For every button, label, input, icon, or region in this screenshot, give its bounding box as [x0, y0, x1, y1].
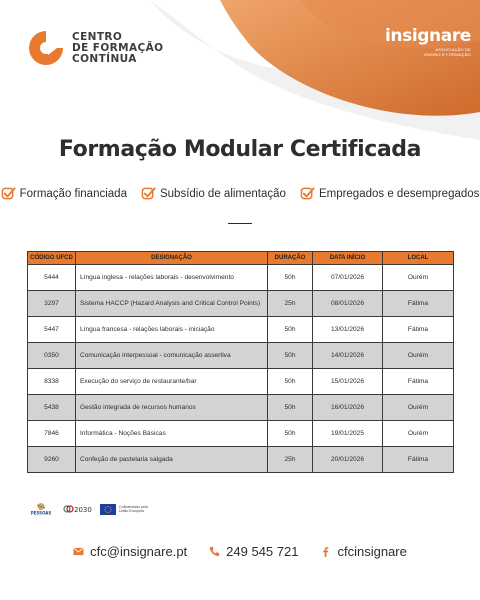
benefit-label: Subsídio de alimentação — [159, 187, 286, 200]
contact-bar — [0, 544, 480, 559]
cell-location: Ourém — [383, 343, 454, 369]
logo-mark-icon — [26, 28, 66, 68]
cell-start-date: 07/01/2026 — [313, 265, 383, 291]
portugal-2030-logo — [62, 502, 92, 516]
cell-duration: 50h — [268, 369, 313, 395]
cell-code: 8338 — [28, 369, 76, 395]
cell-designation: Execução do serviço de restaurante/bar — [76, 369, 268, 395]
brand-name: insignare — [385, 26, 471, 46]
logo-line: CONTÍNUA — [72, 52, 137, 65]
cell-location: Fátima — [383, 317, 454, 343]
cell-code: 5438 — [28, 395, 76, 421]
portugal-year: 2030 — [74, 506, 92, 514]
cell-duration: 50h — [268, 317, 313, 343]
benefits-list — [0, 186, 480, 201]
table-row — [28, 369, 454, 395]
cell-location: Ourém — [383, 421, 454, 447]
page-title: Formação Modular Certificada — [58, 137, 422, 162]
pessoas-2030-logo — [28, 502, 54, 516]
column-header: DATA INÍCIO — [313, 252, 383, 265]
cell-duration: 50h — [268, 343, 313, 369]
brand-subtitle — [385, 47, 471, 57]
cell-designation: Comunicação interpessoal - comunicação assertiva — [76, 343, 268, 369]
cell-designation: Língua francesa - relações laborais - iniciação — [76, 317, 268, 343]
cell-code: 7846 — [28, 421, 76, 447]
facebook-text[interactable]: cfcinsignare — [337, 544, 407, 559]
cell-designation: Informática - Noções Básicas — [76, 421, 268, 447]
table-row — [28, 395, 454, 421]
eu-text-line: Cofinanciado pela — [119, 505, 148, 509]
table-header-row — [28, 252, 454, 265]
cell-start-date: 15/01/2026 — [313, 369, 383, 395]
brand-sub-line: ASSOCIAÇÃO DE — [435, 47, 471, 52]
benefit-item — [141, 186, 286, 201]
eu-cofinanced-logo — [100, 504, 148, 515]
column-header: CÓDIGO UFCD — [28, 252, 76, 265]
cell-designation: Sistema HACCP (Hazard Analysis and Critical Control Points) — [76, 291, 268, 317]
course-table — [27, 251, 454, 473]
mail-icon — [73, 546, 84, 557]
cell-start-date: 13/01/2026 — [313, 317, 383, 343]
column-header: DURAÇÃO — [268, 252, 313, 265]
phone-text[interactable]: 249 545 721 — [226, 544, 299, 559]
benefit-item — [300, 186, 479, 201]
cell-start-date: 08/01/2026 — [313, 291, 383, 317]
cell-duration: 50h — [268, 421, 313, 447]
column-header: DESIGNAÇÃO — [76, 252, 268, 265]
cell-designation: Gestão integrada de recursos humanos — [76, 395, 268, 421]
cell-location: Fátima — [383, 291, 454, 317]
cell-location: Fátima — [383, 447, 454, 473]
cell-code: 3297 — [28, 291, 76, 317]
cell-location: Ourém — [383, 395, 454, 421]
eu-flag-icon — [100, 504, 116, 515]
table-row — [28, 317, 454, 343]
cell-code: 5447 — [28, 317, 76, 343]
cell-duration: 50h — [268, 395, 313, 421]
benefit-item — [1, 186, 127, 201]
divider — [228, 223, 252, 224]
contact-email[interactable] — [73, 544, 187, 559]
cell-location: Fátima — [383, 369, 454, 395]
email-text[interactable]: cfc@insignare.pt — [90, 544, 188, 559]
funder-logos — [28, 502, 148, 516]
cell-start-date: 14/01/2026 — [313, 343, 383, 369]
cell-code: 5444 — [28, 265, 76, 291]
cell-duration: 25h — [268, 291, 313, 317]
cell-duration: 25h — [268, 447, 313, 473]
contact-facebook[interactable] — [320, 544, 406, 559]
pessoas-label: PESSOAS — [30, 510, 52, 516]
brand-sub-line: ENSINO E FORMAÇÃO — [424, 52, 471, 57]
eu-text-line: União Europeia — [119, 509, 144, 513]
cell-code: 9260 — [28, 447, 76, 473]
header-swoosh-graphic — [0, 0, 480, 140]
facebook-icon — [320, 546, 331, 557]
check-icon — [300, 186, 315, 201]
logo-line: DE FORMAÇÃO — [72, 41, 164, 54]
cell-start-date: 19/01/2025 — [313, 421, 383, 447]
check-icon — [141, 186, 156, 201]
check-icon — [1, 186, 16, 201]
table-row — [28, 265, 454, 291]
table-row — [28, 291, 454, 317]
logo-line: CENTRO — [72, 30, 123, 43]
cell-start-date: 16/01/2026 — [313, 395, 383, 421]
table-row — [28, 343, 454, 369]
contact-phone[interactable] — [209, 544, 298, 559]
table-row — [28, 421, 454, 447]
table-row — [28, 447, 454, 473]
phone-icon — [209, 546, 220, 557]
cfc-logo — [26, 28, 163, 68]
benefit-label: Formação financiada — [19, 187, 127, 200]
cell-duration: 50h — [268, 265, 313, 291]
benefit-label: Empregados e desempregados — [318, 187, 480, 200]
cell-designation: Língua inglesa - relações laborais - desenvolvimento — [76, 265, 268, 291]
cell-code: 0350 — [28, 343, 76, 369]
cell-start-date: 20/01/2026 — [313, 447, 383, 473]
cell-location: Ourém — [383, 265, 454, 291]
cell-designation: Confeção de pastelaria salgada — [76, 447, 268, 473]
insignare-brand — [385, 27, 471, 57]
column-header: LOCAL — [383, 252, 454, 265]
logo-text — [72, 32, 163, 65]
